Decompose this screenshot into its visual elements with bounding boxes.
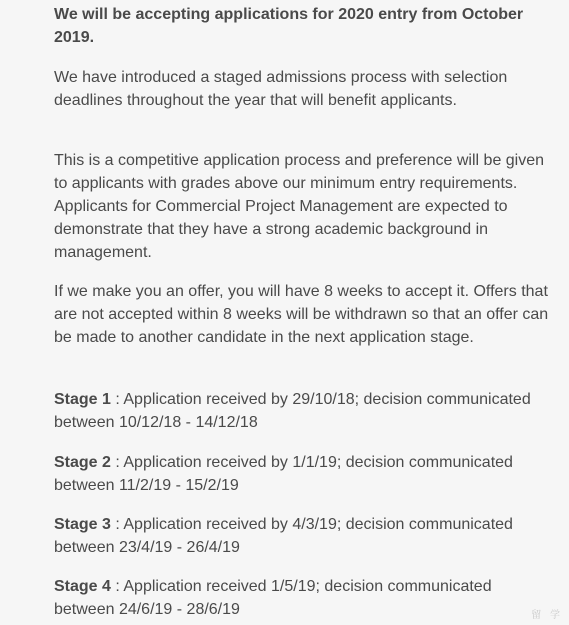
stage-1-text: : Application received by 29/10/18; decision communicated between 10/12/18 - 14/12/18 <box>54 391 531 431</box>
stage-3-label: Stage 3 <box>54 516 111 533</box>
stage-4 <box>54 575 554 621</box>
paragraph-staged-process: We have introduced a staged admissions process with selection deadlines throughout the year that will benefit applicants. <box>54 69 508 109</box>
stage-1-label: Stage 1 <box>54 391 111 408</box>
stage-2-text: : Application received by 1/1/19; decision communicated between 11/2/19 - 15/2/19 <box>54 454 513 494</box>
stage-2 <box>54 451 554 497</box>
watermark: 留 学 <box>531 610 563 621</box>
stage-3-text: : Application received by 4/3/19; decision communicated between 23/4/19 - 26/4/19 <box>54 516 513 556</box>
intro-heading: We will be accepting applications for 2020 entry from October 2019. <box>54 6 524 46</box>
stage-1 <box>54 388 554 434</box>
stage-4-text: : Application received 1/5/19; decision communicated between 24/6/19 - 28/6/19 <box>54 578 492 618</box>
paragraph-offer-acceptance: If we make you an offer, you will have 8 weeks to accept it. Offers that are not accepted within 8 weeks will be withdrawn so that an offer can be made to another candidate in the next application stage. <box>54 283 549 346</box>
stage-4-label: Stage 4 <box>54 578 111 595</box>
stage-3 <box>54 513 554 559</box>
paragraph-competitive-process: This is a competitive application process and preference will be given to applicants with grades above our minimum entry requirements. Applicants for Commercial Project Management are expected to demonstrate that they have a strong academic background in management. <box>54 152 545 261</box>
stage-2-label: Stage 2 <box>54 454 111 471</box>
